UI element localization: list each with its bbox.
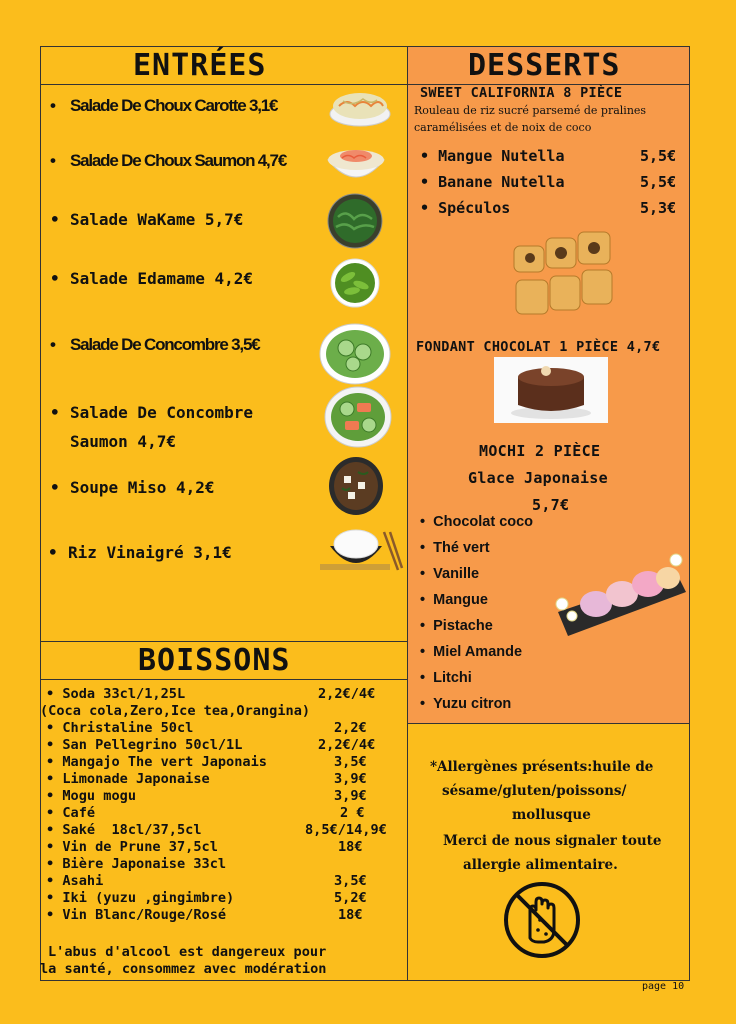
mochi-subtitle: Glace Japonaise (468, 469, 608, 487)
drink-price: 2,2€/4€ (318, 737, 376, 753)
entree-item: • Salade De Concombre 3,5€ (50, 335, 260, 354)
sweet-price: 5,5€ (640, 147, 677, 165)
sweet-price: 5,3€ (640, 199, 677, 217)
mochi-flavor: • Thé vert (420, 540, 490, 556)
sweet-california-title: SWEET CALIFORNIA 8 PIÈCE (420, 85, 623, 101)
drink-price: 3,9€ (334, 771, 367, 787)
miso-soup-image (328, 456, 384, 516)
mochi-flavor: • Chocolat coco (420, 514, 534, 530)
cucumber-salad-image (318, 322, 392, 386)
entree-item: • Salade De Choux Carotte 3,1€ (50, 96, 278, 115)
allergens-line: allergie alimentaire. (463, 857, 618, 873)
drink-item: • San Pellegrino 50cl/1L (46, 737, 243, 753)
drink-item: • Vin Blanc/Rouge/Rosé (46, 907, 227, 923)
sweet-item: • Mangue Nutella (420, 147, 565, 165)
drink-item: • Limonade Japonaise (46, 771, 210, 787)
drink-item-note: (Coca cola,Zero,Ice tea,Orangina) (40, 703, 311, 719)
mochi-flavor: • Yuzu citron (420, 696, 512, 712)
sweet-item: • Spéculos (420, 199, 511, 217)
drink-item: • Asahi (46, 873, 104, 889)
cucumber-salmon-salad-image (323, 385, 393, 449)
drink-price: 5,2€ (334, 890, 367, 906)
desserts-title: DESSERTS (468, 48, 621, 83)
allergens-line: *Allergènes présents:huile de (430, 759, 654, 775)
mochi-flavor: • Litchi (420, 670, 472, 686)
drink-item: • Mogu mogu (46, 788, 137, 804)
entree-item: • Salade Edamame 4,2€ (50, 269, 254, 288)
entree-item-line2: Saumon 4,7€ (70, 432, 176, 451)
drink-item: • Iki (yuzu ,gingimbre) (46, 890, 235, 906)
entrees-title: ENTRÉES (133, 48, 267, 83)
drink-item: • Bière Japonaise 33cl (46, 856, 227, 872)
drink-price: 18€ (338, 839, 363, 855)
drink-item: • Soda 33cl/1,25L (46, 686, 186, 702)
alcohol-warning-line2: la santé, consommez avec modération (40, 961, 327, 977)
mochi-image (548, 552, 688, 638)
sweet-california-desc: caramélisées et de noix de coco (414, 121, 592, 134)
sweet-california-desc: Rouleau de riz sucré parsemé de pralines (414, 104, 647, 117)
allergens-line: mollusque (512, 807, 591, 823)
drink-item: • Christaline 50cl (46, 720, 194, 736)
mochi-flavor: • Pistache (420, 618, 493, 634)
drink-price: 8,5€/14,9€ (305, 822, 387, 838)
drink-item: • Café (46, 805, 96, 821)
mochi-flavor: • Miel Amande (420, 644, 523, 660)
allergens-line: Merci de nous signaler toute (443, 833, 662, 849)
edamame-image (330, 255, 380, 311)
mochi-flavor: • Mangue (420, 592, 488, 608)
no-allergy-hand-icon (502, 880, 582, 960)
entree-item: • Salade De Concombre (50, 403, 254, 422)
drink-price: 2,2€/4€ (318, 686, 376, 702)
allergens-line: sésame/gluten/poissons/ (442, 783, 627, 799)
cabbage-salmon-salad-image (322, 140, 390, 190)
drink-price: 2,2€ (334, 720, 367, 736)
drink-price: 3,5€ (334, 754, 367, 770)
mochi-flavor: • Vanille (420, 566, 480, 582)
drink-item: • Saké 18cl/37,5cl (46, 822, 202, 838)
entree-item: • Salade WaKame 5,7€ (50, 210, 244, 229)
page-number: page 10 (642, 981, 685, 992)
boissons-header-divider (40, 679, 408, 680)
mochi-title: MOCHI 2 PIÈCE (479, 442, 601, 460)
entree-item: • Riz Vinaigré 3,1€ (48, 543, 232, 562)
drink-price: 18€ (338, 907, 363, 923)
sweet-item: • Banane Nutella (420, 173, 565, 191)
fondant-chocolat-image (494, 357, 608, 423)
boissons-title: BOISSONS (138, 643, 291, 678)
wakame-salad-image (326, 193, 384, 249)
fondant-chocolat: FONDANT CHOCOLAT 1 PIÈCE 4,7€ (416, 339, 661, 355)
mochi-price: 5,7€ (532, 496, 570, 514)
drink-price: 3,5€ (334, 873, 367, 889)
drink-price: 2 € (340, 805, 365, 821)
sweet-price: 5,5€ (640, 173, 677, 191)
drink-item: • Mangajo The vert Japonais (46, 754, 267, 770)
drink-price: 3,9€ (334, 788, 367, 804)
alcohol-warning-line1: L'abus d'alcool est dangereux pour (48, 944, 327, 960)
drink-item: • Vin de Prune 37,5cl (46, 839, 218, 855)
sweet-california-rolls-image (510, 228, 616, 320)
entree-item: • Salade De Choux Saumon 4,7€ (50, 151, 287, 170)
cabbage-carrot-salad-image (325, 86, 395, 128)
vinegar-rice-image (318, 522, 404, 574)
entree-item: • Soupe Miso 4,2€ (50, 478, 215, 497)
